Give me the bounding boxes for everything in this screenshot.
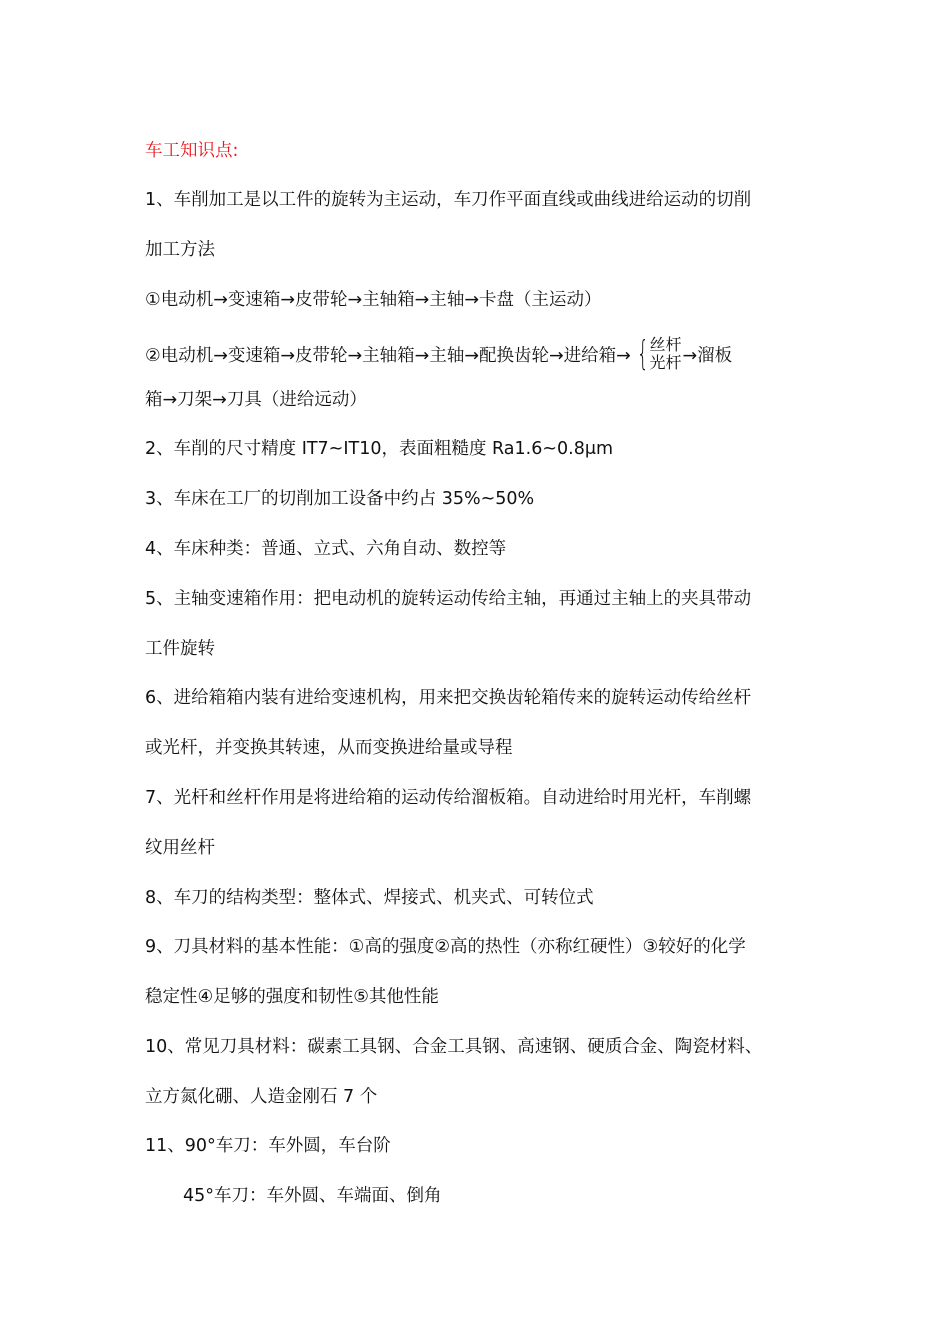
screw-rod-bracket <box>632 336 682 372</box>
page-title: 车工知识点: <box>145 141 239 161</box>
brace-icon: { <box>636 334 649 374</box>
feed-chain-prefix: ②电动机→变速箱→皮带轮→主轴箱→主轴→配换齿轮→进给箱→ <box>145 346 631 366</box>
paragraph-3: 3、车床在工厂的切削加工设备中约占 35%~50% <box>145 489 535 509</box>
paragraph-1-line-1: 1、车削加工是以工件的旋转为主运动，车刀作平面直线或曲线进给运动的切削 <box>145 190 752 210</box>
feed-motion-chain-cont: 箱→刀架→刀具（进给远动） <box>145 390 367 410</box>
paragraph-7-line-1: 7、光杆和丝杆作用是将进给箱的运动传给溜板箱。自动进给时用光杆，车削螺 <box>145 788 752 808</box>
paragraph-9-line-1: 9、刀具材料的基本性能：①高的强度②高的热性（亦称红硬性）③较好的化学 <box>145 937 746 957</box>
paragraph-11-line-2: 45°车刀：车外圆、车端面、倒角 <box>183 1186 442 1206</box>
paragraph-1-line-2: 加工方法 <box>145 240 215 260</box>
paragraph-7-line-2: 纹用丝杆 <box>145 838 215 858</box>
feed-rod-label: 光杆 <box>649 353 682 372</box>
rod-stack <box>649 336 681 372</box>
paragraph-10-line-1: 10、常见刀具材料：碳素工具钢、合金工具钢、高速钢、硬质合金、陶瓷材料、 <box>145 1037 763 1057</box>
paragraph-2: 2、车削的尺寸精度 IT7~IT10，表面粗糙度 Ra1.6~0.8μm <box>145 439 614 459</box>
paragraph-10-line-2: 立方氮化硼、人造金刚石 7 个 <box>145 1087 378 1107</box>
paragraph-5-line-2: 工件旋转 <box>145 639 215 659</box>
paragraph-9-line-2: 稳定性④足够的强度和韧性⑤其他性能 <box>145 987 439 1007</box>
paragraph-6-line-2: 或光杆，并变换其转速，从而变换进给量或导程 <box>145 738 513 758</box>
paragraph-11-line-1: 11、90°车刀：车外圆，车台阶 <box>145 1136 391 1156</box>
lead-screw-label: 丝杆 <box>649 335 682 354</box>
paragraph-8: 8、车刀的结构类型：整体式、焊接式、机夹式、可转位式 <box>145 888 594 908</box>
paragraph-4: 4、车床种类：普通、立式、六角自动、数控等 <box>145 539 507 559</box>
main-motion-chain: ①电动机→变速箱→皮带轮→主轴箱→主轴→卡盘（主运动） <box>145 290 602 310</box>
feed-chain-suffix: →溜板 <box>682 346 733 366</box>
paragraph-5-line-1: 5、主轴变速箱作用：把电动机的旋转运动传给主轴，再通过主轴上的夹具带动 <box>145 589 752 609</box>
feed-motion-chain <box>145 334 733 374</box>
paragraph-6-line-1: 6、进给箱箱内装有进给变速机构，用来把交换齿轮箱传来的旋转运动传给丝杆 <box>145 688 752 708</box>
